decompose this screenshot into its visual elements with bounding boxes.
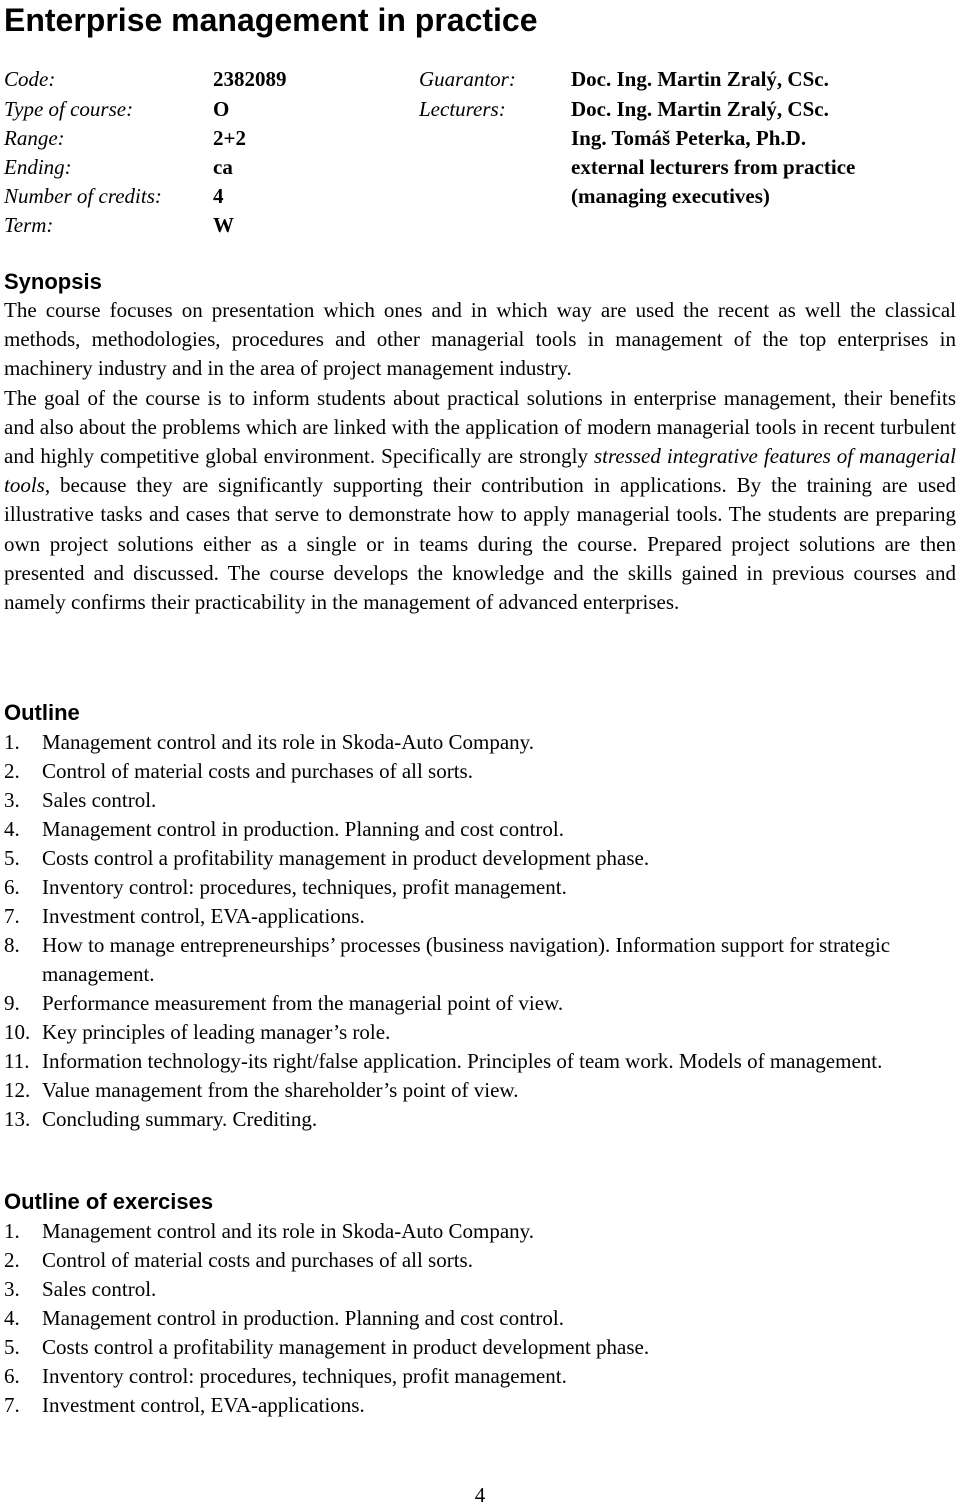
item-number: 4. (4, 817, 20, 841)
list-item (4, 815, 956, 844)
list-item (4, 757, 956, 786)
item-number: 2. (4, 1248, 20, 1272)
outline-list (4, 728, 956, 1134)
item-text: Management control in production. Planning and cost control. (42, 817, 564, 841)
list-item (4, 1217, 956, 1246)
outline-heading: Outline (4, 700, 80, 725)
ending-value: ca (213, 155, 233, 179)
list-item (4, 1018, 956, 1047)
item-text: Value management from the shareholder’s point of view. (42, 1078, 519, 1102)
ending-label: Ending: (4, 155, 72, 179)
item-text: Control of material costs and purchases of all sorts. (42, 759, 473, 783)
item-number: 5. (4, 1335, 20, 1359)
item-text: Investment control, EVA-applications. (42, 904, 365, 928)
item-text: Costs control a profitability management in product development phase. (42, 1335, 650, 1359)
synopsis-paragraph-2 (4, 384, 956, 618)
meta-row-credits (0, 181, 960, 211)
item-number: 8. (4, 933, 20, 957)
page-number: 4 (474, 1483, 486, 1507)
item-number: 3. (4, 1277, 20, 1301)
lecturer-2: Ing. Tomáš Peterka, Ph.D. (571, 126, 807, 150)
item-text: Information technology-its right/false application. Principles of team work. Models of management. (42, 1049, 883, 1073)
synopsis-heading: Synopsis (4, 269, 102, 294)
list-item (4, 1275, 956, 1304)
synopsis-paragraph-1: The course focuses on presentation which ones and in which way are used the recent as well the classical methods, methodologies, procedures and other managerial tools in management of the top enterprises in machinery industry and in the area of project management industry. (4, 298, 956, 381)
list-item (4, 728, 956, 757)
item-text: Sales control. (42, 1277, 157, 1301)
item-number: 7. (4, 904, 20, 928)
list-item (4, 1076, 956, 1105)
code-value: 2382089 (213, 67, 287, 91)
synopsis-emphasis: stressed integrative features of managerial tools (4, 444, 956, 498)
type-label: Type of course: (4, 97, 134, 121)
item-number: 11. (4, 1049, 30, 1073)
list-item (4, 1333, 956, 1362)
item-number: 9. (4, 991, 20, 1015)
list-item (4, 1304, 956, 1333)
item-number: 3. (4, 788, 20, 812)
term-label: Term: (4, 213, 54, 237)
item-number: 7. (4, 1393, 20, 1417)
list-item (4, 786, 956, 815)
item-text: Inventory control: procedures, techniques, profit management. (42, 1364, 567, 1388)
item-text: Concluding summary. Crediting. (42, 1107, 318, 1131)
item-number: 1. (4, 730, 20, 754)
item-number: 10. (4, 1020, 31, 1044)
list-item (4, 844, 956, 873)
synopsis-text: The goal of the course is to inform students about practical solutions in enterprise management, their benefits and also about the problems which are linked with the application of modern managerial tools in recent turbulent and highly competitive global environment. Specifically are strongly (4, 385, 956, 469)
credits-label: Number of credits: (4, 184, 162, 208)
document-title: Enterprise management in practice (4, 2, 538, 38)
type-value: O (213, 97, 230, 121)
guarantor-label: Guarantor: (419, 67, 516, 91)
item-text: Costs control a profitability management in product development phase. (42, 846, 650, 870)
item-number: 5. (4, 846, 20, 870)
range-value: 2+2 (213, 126, 246, 150)
list-item (4, 902, 956, 931)
item-text: Management control and its role in Skoda-Auto Company. (42, 1219, 535, 1243)
meta-row-term (0, 210, 960, 240)
item-number: 6. (4, 1364, 20, 1388)
list-item (4, 931, 956, 989)
lecturer-3: external lecturers from practice (571, 155, 856, 179)
code-label: Code: (4, 67, 56, 91)
item-number: 12. (4, 1078, 31, 1102)
list-item (4, 989, 956, 1018)
item-text: Key principles of leading manager’s role. (42, 1020, 391, 1044)
list-item (4, 873, 956, 902)
list-item (4, 1391, 956, 1420)
guarantor-value: Doc. Ing. Martin Zralý, CSc. (571, 67, 829, 91)
lecturers-label: Lecturers: (419, 97, 506, 121)
item-text: Management control and its role in Skoda-Auto Company. (42, 730, 535, 754)
item-text: Management control in production. Planning and cost control. (42, 1306, 564, 1330)
item-text: Performance measurement from the managerial point of view. (42, 991, 564, 1015)
list-item (4, 1047, 956, 1076)
list-item (4, 1105, 956, 1134)
item-number: 6. (4, 875, 20, 899)
item-number: 4. (4, 1306, 20, 1330)
meta-row-code (0, 64, 960, 94)
item-text: Investment control, EVA-applications. (42, 1393, 365, 1417)
item-text: Control of material costs and purchases of all sorts. (42, 1248, 473, 1272)
lecturer-3-note: (managing executives) (571, 184, 770, 208)
meta-row-type (0, 94, 960, 124)
list-item (4, 1362, 956, 1391)
lecturer-1: Doc. Ing. Martin Zralý, CSc. (571, 97, 829, 121)
synopsis-body (4, 296, 956, 617)
item-text: Sales control. (42, 788, 157, 812)
item-number: 13. (4, 1107, 31, 1131)
item-text: Inventory control: procedures, techniques, profit management. (42, 875, 567, 899)
meta-row-range (0, 123, 960, 153)
item-number: 1. (4, 1219, 20, 1243)
term-value: W (213, 213, 234, 237)
exercises-heading: Outline of exercises (4, 1189, 214, 1214)
synopsis-text: , because they are significantly supporting their contribution in applications. By the training are used illustrative tasks and cases that serve to demonstrate how to apply managerial tools. The students are preparing own project solutions either as a single or in teams during the course. Prepared project solutions are then presented and discussed. The course develops the knowledge and the skills gained in previous courses and namely confirms their practicability in the management of advanced enterprises. (4, 473, 956, 615)
range-label: Range: (4, 126, 65, 150)
item-text: How to manage entrepreneurships’ processes (business navigation). Information support for strategic management. (42, 933, 891, 986)
credits-value: 4 (213, 184, 224, 208)
exercises-list (4, 1217, 956, 1420)
item-number: 2. (4, 759, 20, 783)
list-item (4, 1246, 956, 1275)
meta-row-ending (0, 152, 960, 182)
